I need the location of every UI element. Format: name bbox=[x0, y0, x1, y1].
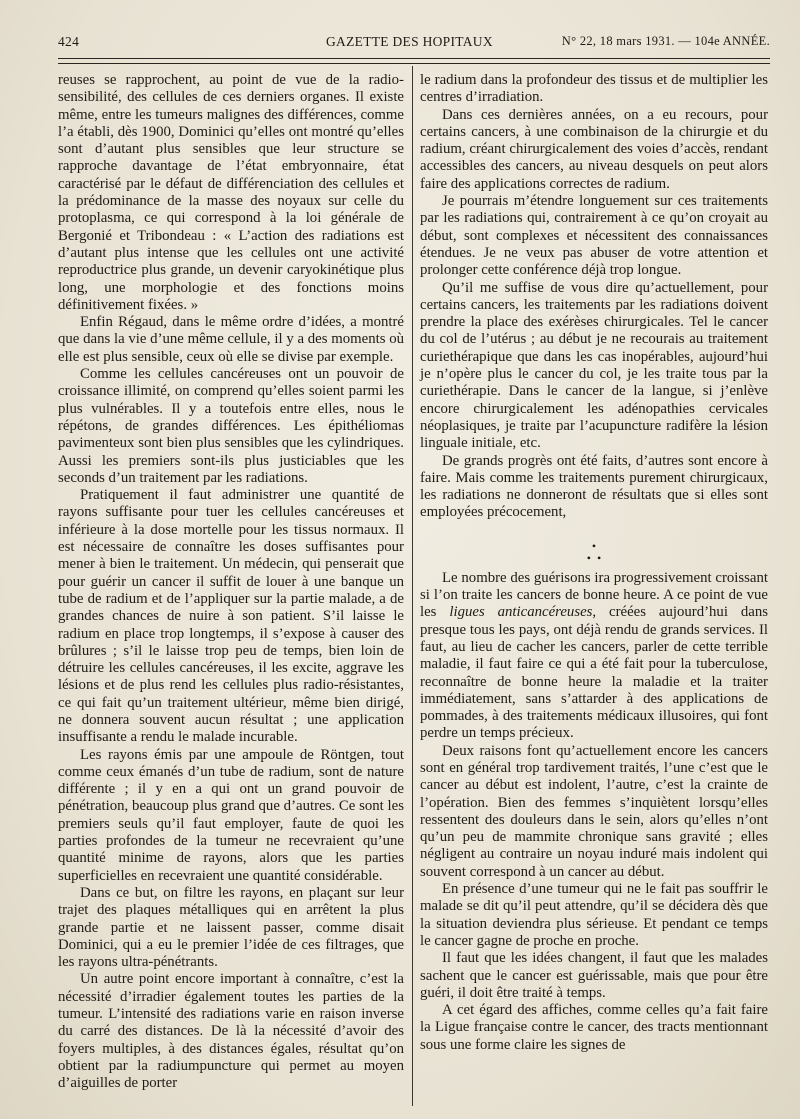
issue-info: N° 22, 18 mars 1931. — 104e ANNÉE. bbox=[561, 34, 770, 48]
paragraph: Dans ce but, on filtre les rayons, en plaçant sur leur trajet des plaques métalliques qui en arrêtent la plus grande partie et ne laissent passer, comme disait Dominici, qui a eu le premier l’idée de ces filtrages, que les rayons ultra-pénétrants. bbox=[58, 884, 404, 971]
paragraph: reuses se rapprochent, au point de vue de la radio-sensibilité, des cellules de ces derniers organes. Il existe même, entre les tumeurs malignes des différences, comme l’a établi, dès 1900, Dominici qu’elles ont montré qu’elles sont d’autant plus sensibles que leur structure se rapproche davantage de l’état embryonnaire, état caractérisé par le défaut de différenciation des cellules et la prédominance de la masse des noyaux sur celle du protoplasma, ce qui correspond à la loi générale de Bergonié et Tribondeau : « L’action des radiations est d’autant plus intense que les cellules ont une activité reproductrice plus grande, un devenir caryokinétique plus long, une morphologie et des fonctions moins définitivement fixées. » bbox=[58, 72, 404, 313]
paragraph: A cet égard des affiches, comme celles qu’a fait faire la Ligue française contre le cancer, des tracts mentionnant sous une forme claire les signes de bbox=[420, 1002, 768, 1053]
paragraph: Comme les cellules cancéreuses ont un pouvoir de croissance illimité, on comprend qu’elles soient parmi les plus vulnérables. Il y a toutefois entre elles, nous le répétons, de grandes différences. Les épithéliomas pavimenteux sont bien plus sensibles que les cylindriques. Aussi les premiers sont-ils plus justiciables que les seconds d’un traitement par les radiations. bbox=[58, 366, 404, 486]
paragraph: Enfin Régaud, dans le même ordre d’idées, a montré que dans la vie d’une même cellule, il y a des moments où elle est plus sensible, ceux où elle se divise par exemple. bbox=[58, 314, 404, 365]
paragraph: Il faut que les idées changent, il faut que les malades sachent que le cancer est guérissable, mais que pour être guéri, il doit être traité à temps. bbox=[420, 950, 768, 1001]
right-column bbox=[420, 72, 768, 1054]
page-header bbox=[58, 30, 770, 56]
paragraph: Je pourrais m’étendre longuement sur ces traitements par les radiations qui, contrairement à ce qu’on croyait au début, sont complexes et nécessitent des connaissances étendues. Je ne veux pas abuser de votre attention et prolonger cette conférence déjà trop longue. bbox=[420, 193, 768, 279]
left-column bbox=[58, 72, 404, 1093]
italic-term: ligues anticancéreuses bbox=[449, 604, 593, 621]
paragraph bbox=[420, 570, 768, 743]
section-separator bbox=[420, 522, 768, 570]
running-title: GAZETTE DES HOPITAUX bbox=[326, 34, 493, 49]
text-run: , créées aujourd’hui dans presque tous les pays, ont déjà rendu de grands services. Il faut, au lieu de cacher les cancers, parler de cette terrible maladie, il faut faire ce qui a été fait pour la tuberculose, reconnaître de bonne heure la maladie et la traiter immédiatement, sans s’attarder à des applications de pommades, à des traitements médicaux illusoires, qui font perdre un temps précieux. bbox=[420, 604, 768, 742]
text-run: Le nombre des guérisons ira progressivement croissant si l’on traite les cancers de bonne heure. A ce point de vue les bbox=[420, 569, 768, 621]
paragraph: Les rayons émis par une ampoule de Röntgen, tout comme ceux émanés d’un tube de radium, sont de nature différente ; il y en a qui ont un grand pouvoir de pénétration, beaucoup plus grand que d’autres. Ce sont les premiers seuls qu’il faut employer, faute de quoi les parties profondes de la tumeur ne recevraient qu’une quantité minime de rayons, alors que les parties superficielles en recevraient une quantité considérable. bbox=[58, 746, 404, 884]
paragraph: En présence d’une tumeur qui ne le fait pas souffrir le malade se dit qu’il peut attendre, qu’il se décidera dès que la situation deviendra plus sérieuse. Et pendant ce temps le cancer gagne de proche en proche. bbox=[420, 881, 768, 949]
page-number: 424 bbox=[58, 34, 80, 49]
paragraph: Qu’il me suffise de vous dire qu’actuellement, pour certains cancers, les traitements par les radiations doivent prendre la place des exérèses chirurgicales. Tel le cancer du col de l’utérus ; au début je ne recourais au traitement curiethérapique que dans les cas inopérables, aujourd’hui je n’opère plus le cancer du col, je les traite tous par la curiethérapie. Dans le cancer de la langue, si j’enlève encore chirurgicalement les adénopathies cervicales néoplasiques, je traite par l’acupuncture radifère la lésion linguale initiale, etc. bbox=[420, 279, 768, 452]
paragraph: Un autre point encore important à connaître, c’est la nécessité d’irradier également toutes les parties de la tumeur. L’intensité des radiations varie en raison inverse du carré des distances. De là la nécessité d’avoir des foyers multiples, à des distances égales, résultat qu’on obtient par la radiumpuncture qui permet au moyen d’aiguilles de porter bbox=[58, 971, 404, 1092]
paragraph: Pratiquement il faut administrer une quantité de rayons suffisante pour tuer les cellules cancéreuses et inférieure à la dose mortelle pour les tissus normaux. Il est nécessaire de connaître les doses suffisantes pour mener à bien le traitement. Un médecin, qui penserait que pour guérir un cancer il suffit de louer à une banque un tube de radium et de l’appliquer sur la partie malade, a de grandes chances de nuire à son patient. S’il laisse le radium en place trop longtemps, il s’expose à causer des brûlures ; s’il le laisse trop peu de temps, bien loin de détruire les cellules cancéreuses, il les excite, aggrave les lésions et de plus rend les cellules plus radio-résistantes, ce qui fait qu’un traitement ultérieur, même bien dirigé, ne donnera souvent aucun résultat ; une application insuffisante a rendu le malade incurable. bbox=[58, 487, 404, 746]
asterism-glyph: • • • bbox=[586, 538, 602, 565]
paragraph: Deux raisons font qu’actuellement encore les cancers sont en général trop tardivement traités, l’une c’est que le cancer au début est indolent, l’autre, c’est la crainte de l’opération. Bien des femmes s’inquiètent lorsqu’elles ressentent des douleurs dans le sein, alors qu’elles n’ont qu’un peu de mammite chronique sans gravité ; elles négligent au contraire un noyau induré mais indolent qui souvent correspond à un cancer au début. bbox=[420, 742, 768, 880]
paragraph: De grands progrès ont été faits, d’autres sont encore à faire. Mais comme les traitements purement chirurgicaux, les radiations ne donneront de résultats que si elles sont employées précocement, bbox=[420, 452, 768, 521]
paragraph: Dans ces dernières années, on a eu recours, pour certains cancers, à une combinaison de la chirurgie et du radium, créant chirurgicalement des voies d’accès, rendant accessibles des cancers, au niveau desquels on peut alors faire des applications correctes de radium. bbox=[420, 106, 768, 192]
header-rule bbox=[58, 58, 770, 64]
column-divider bbox=[412, 66, 413, 1106]
paragraph: le radium dans la profondeur des tissus et de multiplier les centres d’irradiation. bbox=[420, 72, 768, 106]
